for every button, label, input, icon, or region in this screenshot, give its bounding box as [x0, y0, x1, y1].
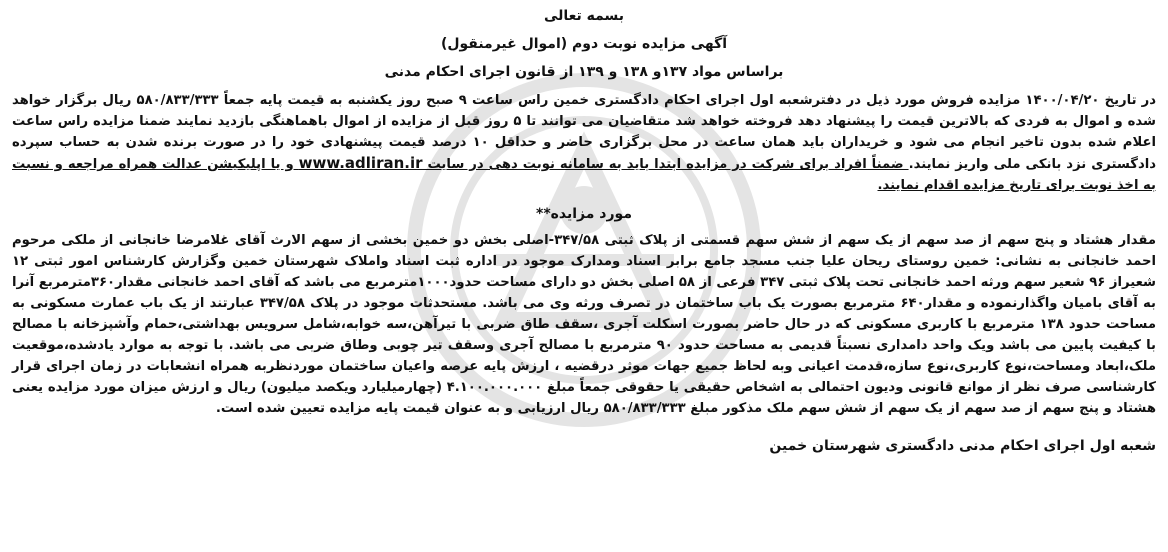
notice-title: آگهی مزایده نوبت دوم (اموال غیرمنقول)	[440, 36, 728, 52]
intro-text-app: و یا اپلیکیشن عدالت همراه مراجعه و نسبت به اخذ نوبت برای تاریخ مزایده اقدام نمایند.	[12, 157, 1156, 193]
intro-text-main: در تاریخ ۱۴۰۰/۰۴/۲۰ مزایده فروش مورد ذیل در دفترشعبه اول اجرای احکام دادگستری خمین راس ساعت ۹ صبح روز یکشنبه به قیمت پایه جمعاً ۵۸۰/۸۳۳/۳۳۳ ریال برگزار خواهد شده و اموال به فردی که بالاترین قیمت را پیشنهاد دهد فروخته خواهد شد متقاضیان می توانند تا ۵ روز قبل از مزایده از اموال باهماهنگی بازدید نمایند ضمنا مزایده راس ساعت اعلام شده بدون تاخیر انجام می شود و خریداران باید همان ساعت در محل برگزاری حاضر و حداقل ۱۰ درصد قیمت پیشنهادی خود را در صورت برنده شدن به حساب سپرده دادگستری نزد بانکی ملی واریز نمایند.	[12, 93, 1157, 172]
section-heading: مورد مزایده**	[536, 206, 632, 222]
bismillah-heading: بسمه تعالی	[543, 8, 625, 24]
notice-subtitle: براساس مواد ۱۳۷و ۱۳۸ و ۱۳۹ از قانون اجرای احکام مدنی	[384, 64, 784, 80]
intro-text-registration: ضمناً افراد برای شرکت در مزایده ابتدا باید به سامانه نوبت دهی در سایت	[422, 157, 909, 172]
website-link[interactable]: www.adliran.ir	[298, 154, 423, 172]
property-description: مقدار هشتاد و پنج سهم از صد سهم از یک سهم از شش سهم قسمتی از پلاک ثبتی ۳۴۷/۵۸-اصلی بخش دو خمین بخشی از سهم الارث آقای غلامرضا خانجانی از ملکی مرحوم احمد خانجانی به نشانی: خمین روستای ریحان علیا جنب مسجد جامع برابر اسناد ومدارک موجود در اداره ثبت اسناد واملاک شهرستان خمین وگزارش کارشناس امور ثبتی ۱۲ شعیراز ۹۶ شعیر سهم ورثه احمد خانجانی تحت پلاک ثبتی ۳۴۷ فرعی از ۵۸ اصلی بخش دو دارای مساحت حدود۱۰۰۰مترمربع می باشد که آقای احمد خانجانی مقدار۳۶۰مترمربع آنرا به آقای بامیان واگذارنموده و مقدار۶۴۰ مترمربع بصورت یک باب ساختمان در تصرف ورثه وی می باشد. مستحدثات موجود در پلاک ۳۴۷/۵۸ عبارتند از یک باب عمارت مسکونی به مساحت حدود ۱۳۸ مترمربع با کاربری مسکونی که در حال حاضر بصورت اسکلت آجری ،سقف طاق ضربی با تیرآهن،سه خوابه،شامل سرویس بهداشتی،حمام وآشپزخانه با مصالح با کیفیت پایین می باشد ویک واحد دامداری نسبتاً قدیمی به مساحت حدود ۹۰ مترمربع با مصالح آجری وسقف تیر چوبی وطاق ضربی می باشد. با توجه به موارد یادشده،موقعیت ملک،ابعاد ومساحت،نوع کاربری،نوع سازه،قدمت اعیانی وبه لحاظ جمیع جهات موثر درقضیه ، ارزش پایه عرصه واعیان ساختمان موردنظربه همراه انشعابات در زمان اجرای قرار کارشناسی صرف نظر از موانع قانونی ودیون احتمالی به اشخاص حقیقی یا حقوقی جمعاً مبلغ ۴.۱۰۰.۰۰۰.۰۰۰ (چهارمیلیارد ویکصد میلیون) ریال و ارزش میزان مورد مزایده یعنی هشتاد و پنج سهم از صد سهم از یک سهم از شش سهم ملک مذکور مبلغ ۵۸۰/۸۳۳/۳۳۳ ریال ارزیابی و به عنوان قیمت پایه مزایده تعیین شده است.	[12, 233, 1157, 416]
intro-paragraph	[12, 90, 1156, 196]
issuing-office: شعبه اول اجرای احکام مدنی دادگستری شهرستان خمین	[769, 438, 1156, 454]
